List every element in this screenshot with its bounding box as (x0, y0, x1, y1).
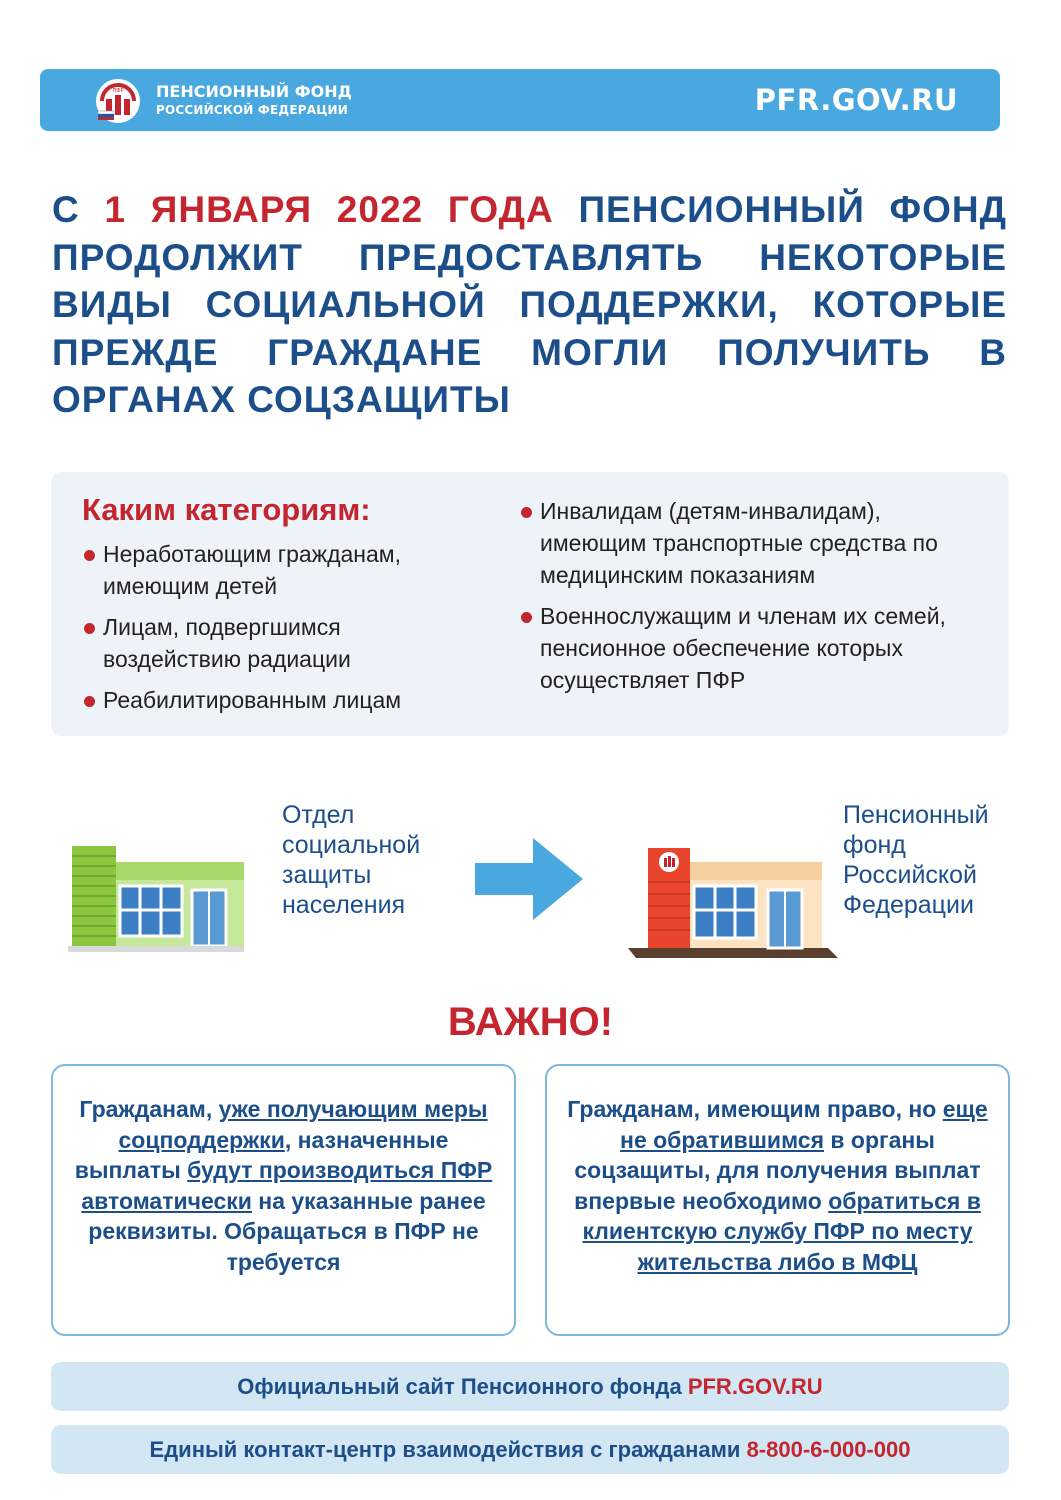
transfer-illustration (48, 780, 1013, 975)
headline-part3: ПЕНСИОННЫЙ ФОНД ПРОДОЛЖИТ ПРЕДОСТАВЛЯТЬ НЕКОТОРЫЕ ВИДЫ СОЦИАЛЬНОЙ ПОДДЕРЖКИ, КОТОРЫЕ ПРЕЖДЕ ГРАЖДАНЕ МОГЛИ ПОЛУЧИТЬ В ОРГАНАХ СОЦЗАЩИТЫ (52, 189, 1007, 420)
footer-phone-text: Единый контакт-центр взаимодействия с гражданами (149, 1437, 747, 1462)
note-existing-recipients (51, 1064, 516, 1336)
note-text-underlined: будут производиться ПФР автоматически (81, 1157, 493, 1214)
note-text-part: в органы соцзащиты, для получения выплат впервые необходимо (574, 1126, 981, 1214)
note-text-part: Гражданам, (79, 1096, 219, 1122)
note-text-part: , назначенные выплаты (74, 1126, 449, 1183)
category-item: Инвалидам (детям-инвалидам), имеющим транспортные средства по медицинским показаниям (519, 495, 989, 591)
headline-date: 1 ЯНВАРЯ 2022 ГОДА (104, 189, 554, 230)
pfr-logo-icon (92, 75, 144, 127)
note-new-applicants (545, 1064, 1010, 1336)
from-label: Отдел социальной защиты населения (282, 801, 421, 919)
arrow-right-icon (475, 838, 583, 920)
to-label: Пенсионный фонд Российской Федерации (843, 801, 989, 919)
footer-site-text: Официальный сайт Пенсионного фонда (237, 1374, 688, 1399)
note-text-part: на указанные ранее реквизиты. Обращаться в ПФР не требуется (88, 1187, 486, 1275)
social-office-building-icon (68, 842, 248, 952)
footer-site-link[interactable]: PFR.GOV.RU (687, 1374, 823, 1399)
org-name-line1: ПЕНСИОННЫЙ ФОНД (156, 82, 352, 101)
header-site-link[interactable]: PFR.GOV.RU (754, 83, 958, 117)
note-text (561, 1094, 994, 1277)
important-heading: ВАЖНО! (447, 1000, 614, 1044)
note-text-underlined: обратиться в клиентскую службу ПФР по месту жительства либо в МФЦ (582, 1187, 981, 1275)
note-text-underlined: еще не обратившимся (620, 1096, 988, 1153)
org-name (156, 82, 352, 120)
org-name-line2: РОССИЙСКОЙ ФЕДЕРАЦИИ (156, 103, 349, 117)
categories-panel (51, 472, 1009, 736)
note-text (67, 1094, 500, 1277)
categories-list-right (519, 495, 989, 705)
footer-phone-number[interactable]: 8-800-6-000-000 (746, 1437, 911, 1462)
category-item: Неработающим гражданам, имеющим детей (82, 538, 482, 602)
note-text-part: Гражданам, имеющим право, но (567, 1096, 943, 1122)
categories-list-left (82, 538, 482, 725)
pfr-office-building-icon (628, 842, 843, 962)
category-item: Военнослужащим и членам их семей, пенсионное обеспечение которых осуществляет ПФР (519, 600, 989, 696)
categories-title: Каким категориям: (82, 492, 371, 527)
header-banner (40, 69, 1000, 131)
headline-part1: С (52, 189, 105, 230)
category-item: Реабилитированным лицам (82, 684, 482, 716)
footer-phone-bar (51, 1425, 1009, 1474)
category-item: Лицам, подвергшимся воздействию радиации (82, 611, 482, 675)
note-text-underlined: уже получающим меры соцподдержки (118, 1096, 488, 1153)
page-headline (52, 186, 1007, 424)
svg-text:ПФР: ПФР (112, 88, 124, 94)
footer-site-bar (51, 1362, 1009, 1411)
